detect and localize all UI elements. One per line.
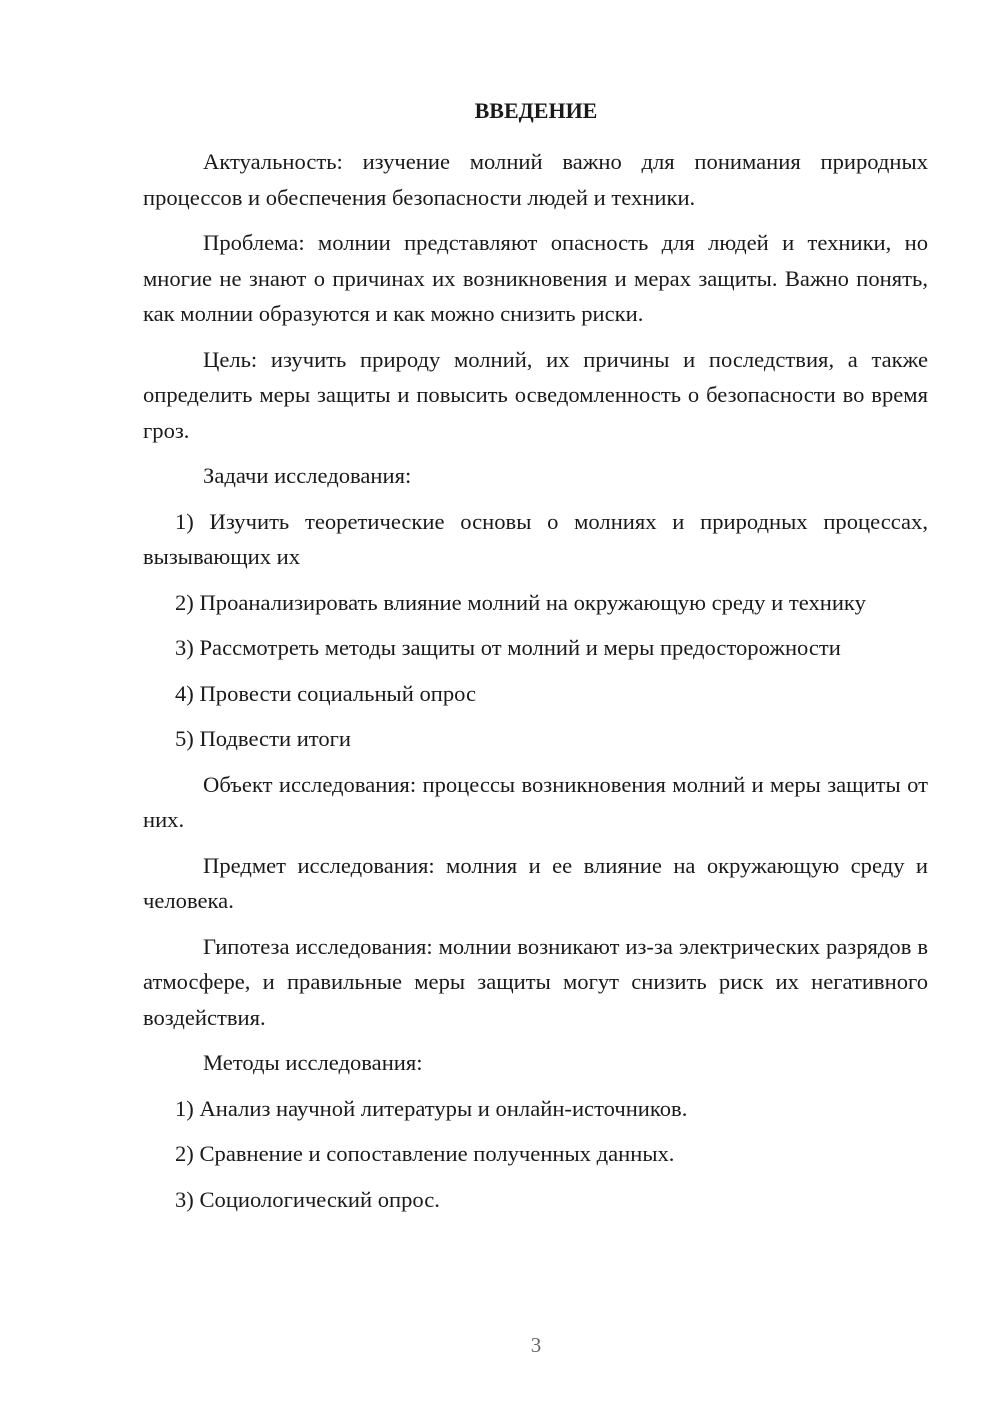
methods-heading: Методы исследования: [203,1050,423,1075]
object-paragraph: Объект исследования: процессы возникновения молний и меры защиты от них. [143,771,928,832]
relevance-paragraph: Актуальность: изучение молний важно для понимания природных процессов и обеспечения безопасности людей и техники. [143,149,928,210]
problem-paragraph: Проблема: молнии представляют опасность для людей и техники, но многие не знают о причинах их возникновения и мерах защиты. Важно понять, как молнии образуются и как можно снизить риски. [143,230,928,326]
hypothesis-paragraph: Гипотеза исследования: молнии возникают из-за электрических разрядов в атмосфере, и правильные меры защиты могут снизить риск их негативного воздействия. [143,933,928,1030]
task-item-5: 5) Подвести итоги [175,726,352,751]
task-item-1: 1) Изучить теоретические основы о молниях и природных процессах, вызывающих их [143,508,928,569]
tasks-heading: Задачи исследования: [203,463,412,488]
task-item-2: 2) Проанализировать влияние молний на окружающую среду и технику [175,589,866,615]
task-item-3: 3) Рассмотреть методы защиты от молний и меры предосторожности [175,635,841,660]
goal-paragraph: Цель: изучить природу молний, их причины и последствия, а также определить меры защиты и повысить осведомленность о безопасности во время гроз. [143,346,928,443]
page-title: ВВЕДЕНИЕ [474,98,598,123]
document-body [143,144,928,1227]
method-item-3: 3) Социологический опрос. [175,1186,440,1212]
method-item-1: 1) Анализ научной литературы и онлайн-источников. [175,1095,688,1121]
task-item-4: 4) Провести социальный опрос [175,680,477,706]
page-number: 3 [530,1333,542,1357]
subject-paragraph: Предмет исследования: молния и ее влияние на окружающую среду и человека. [143,852,928,913]
method-item-2: 2) Сравнение и сопоставление полученных данных. [175,1141,675,1166]
